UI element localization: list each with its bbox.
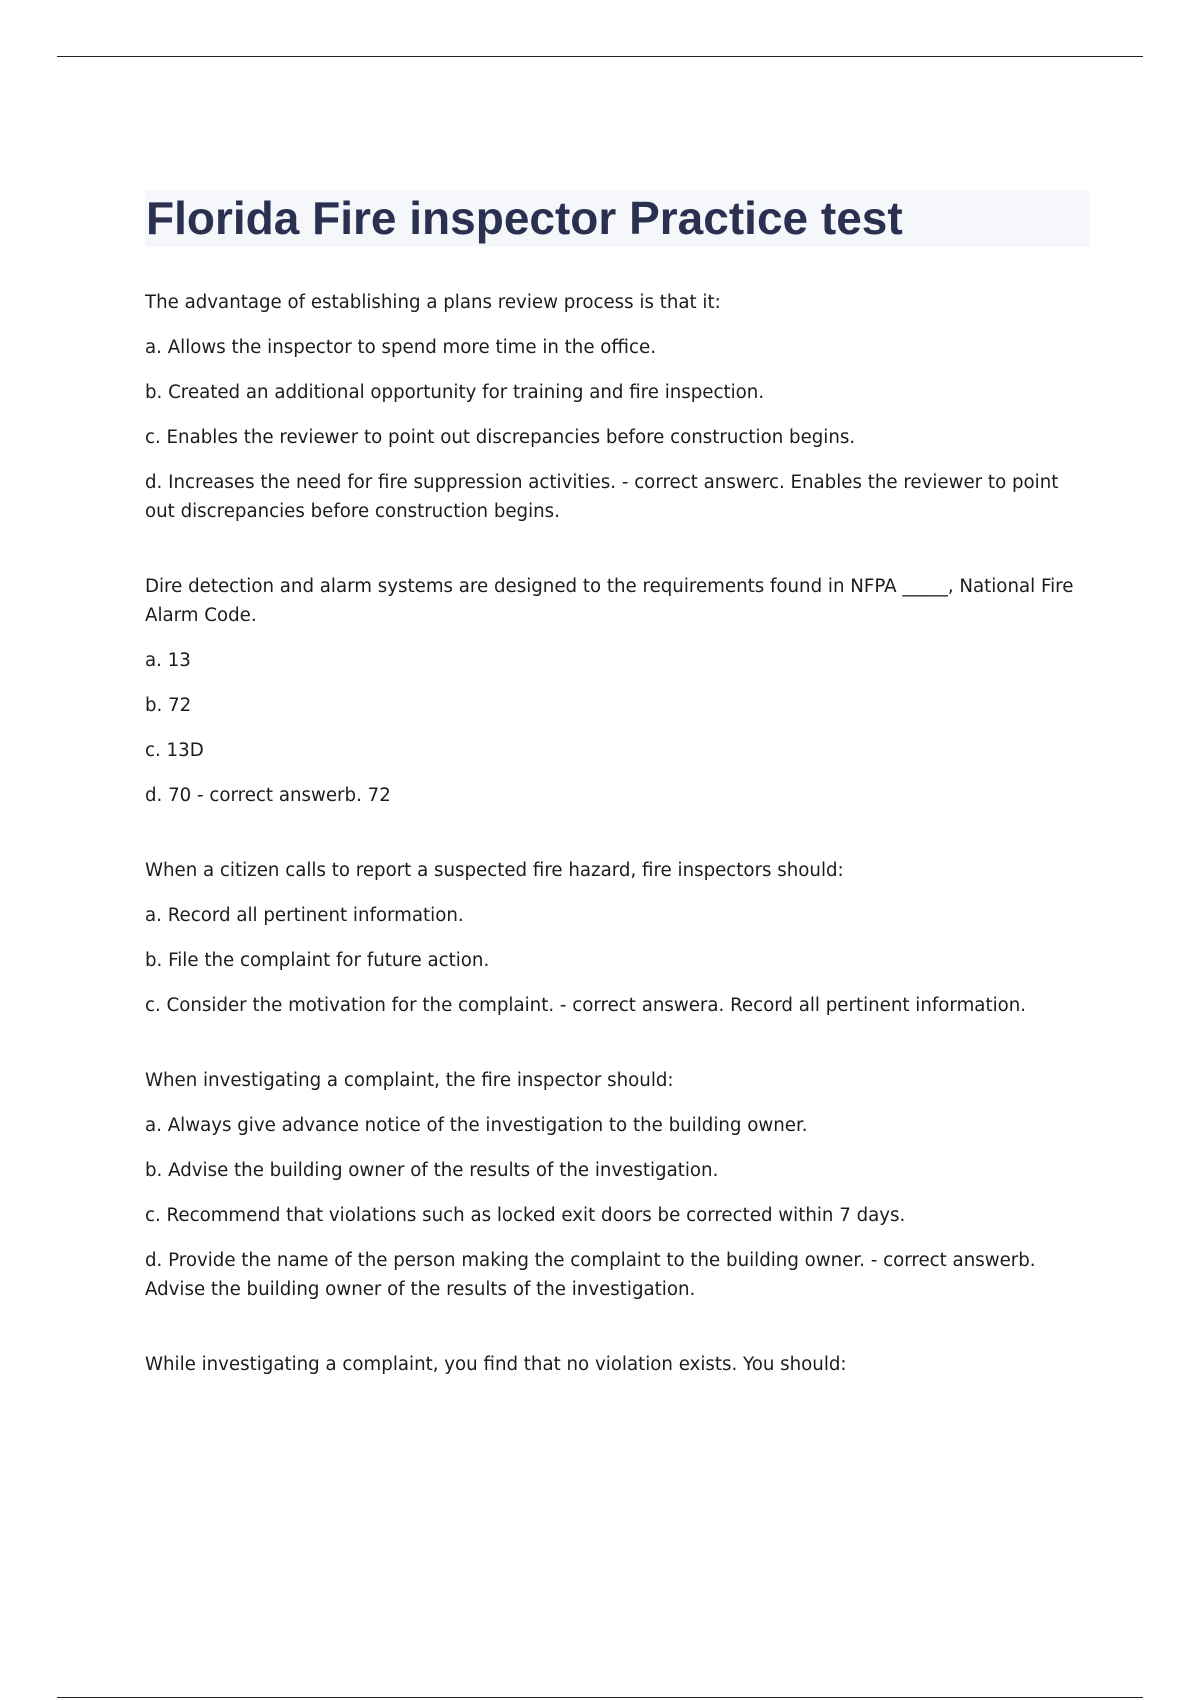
question-prompt: While investigating a complaint, you find that no violation exists. You should: (145, 1354, 847, 1375)
answer-option: b. Created an additional opportunity for training and fire inspection. (145, 382, 765, 403)
answer-option: b. Advise the building owner of the results of the investigation. (145, 1160, 719, 1181)
question-block (145, 856, 1085, 1020)
answer-option-with-correct-answer: d. Provide the name of the person making the complaint to the building owner. - correct answerb. Advise the building owner of the results of the investigation. (145, 1250, 1036, 1300)
question-block (145, 1066, 1085, 1304)
answer-option-with-correct-answer: d. Increases the need for fire suppression activities. - correct answerc. Enables the reviewer to point out discrepancies before construction begins. (145, 472, 1059, 522)
question-prompt: When a citizen calls to report a suspected fire hazard, fire inspectors should: (145, 860, 844, 881)
question-prompt: The advantage of establishing a plans review process is that it: (145, 292, 721, 313)
question-list (145, 288, 1085, 1425)
answer-option: a. Record all pertinent information. (145, 905, 464, 926)
answer-option-with-correct-answer: c. Consider the motivation for the complaint. - correct answera. Record all pertinent information. (145, 995, 1027, 1016)
answer-option: b. File the complaint for future action. (145, 950, 490, 971)
question-block (145, 288, 1085, 526)
answer-option: a. Allows the inspector to spend more time in the office. (145, 337, 656, 358)
answer-option: a. Always give advance notice of the investigation to the building owner. (145, 1115, 808, 1136)
question-block (145, 572, 1085, 810)
answer-option: c. Enables the reviewer to point out discrepancies before construction begins. (145, 427, 856, 448)
question-block (145, 1350, 1085, 1379)
answer-option-with-correct-answer: d. 70 - correct answerb. 72 (145, 785, 391, 806)
question-prompt: When investigating a complaint, the fire inspector should: (145, 1070, 674, 1091)
top-rule (57, 56, 1143, 57)
answer-option: b. 72 (145, 695, 192, 716)
question-prompt: Dire detection and alarm systems are designed to the requirements found in NFPA _____, National Fire Alarm Code. (145, 576, 1074, 626)
answer-option: a. 13 (145, 650, 191, 671)
bottom-rule (57, 1697, 1143, 1698)
answer-option: c. Recommend that violations such as locked exit doors be corrected within 7 days. (145, 1205, 906, 1226)
answer-option: c. 13D (145, 740, 204, 761)
page-title: Florida Fire inspector Practice test (146, 192, 903, 244)
